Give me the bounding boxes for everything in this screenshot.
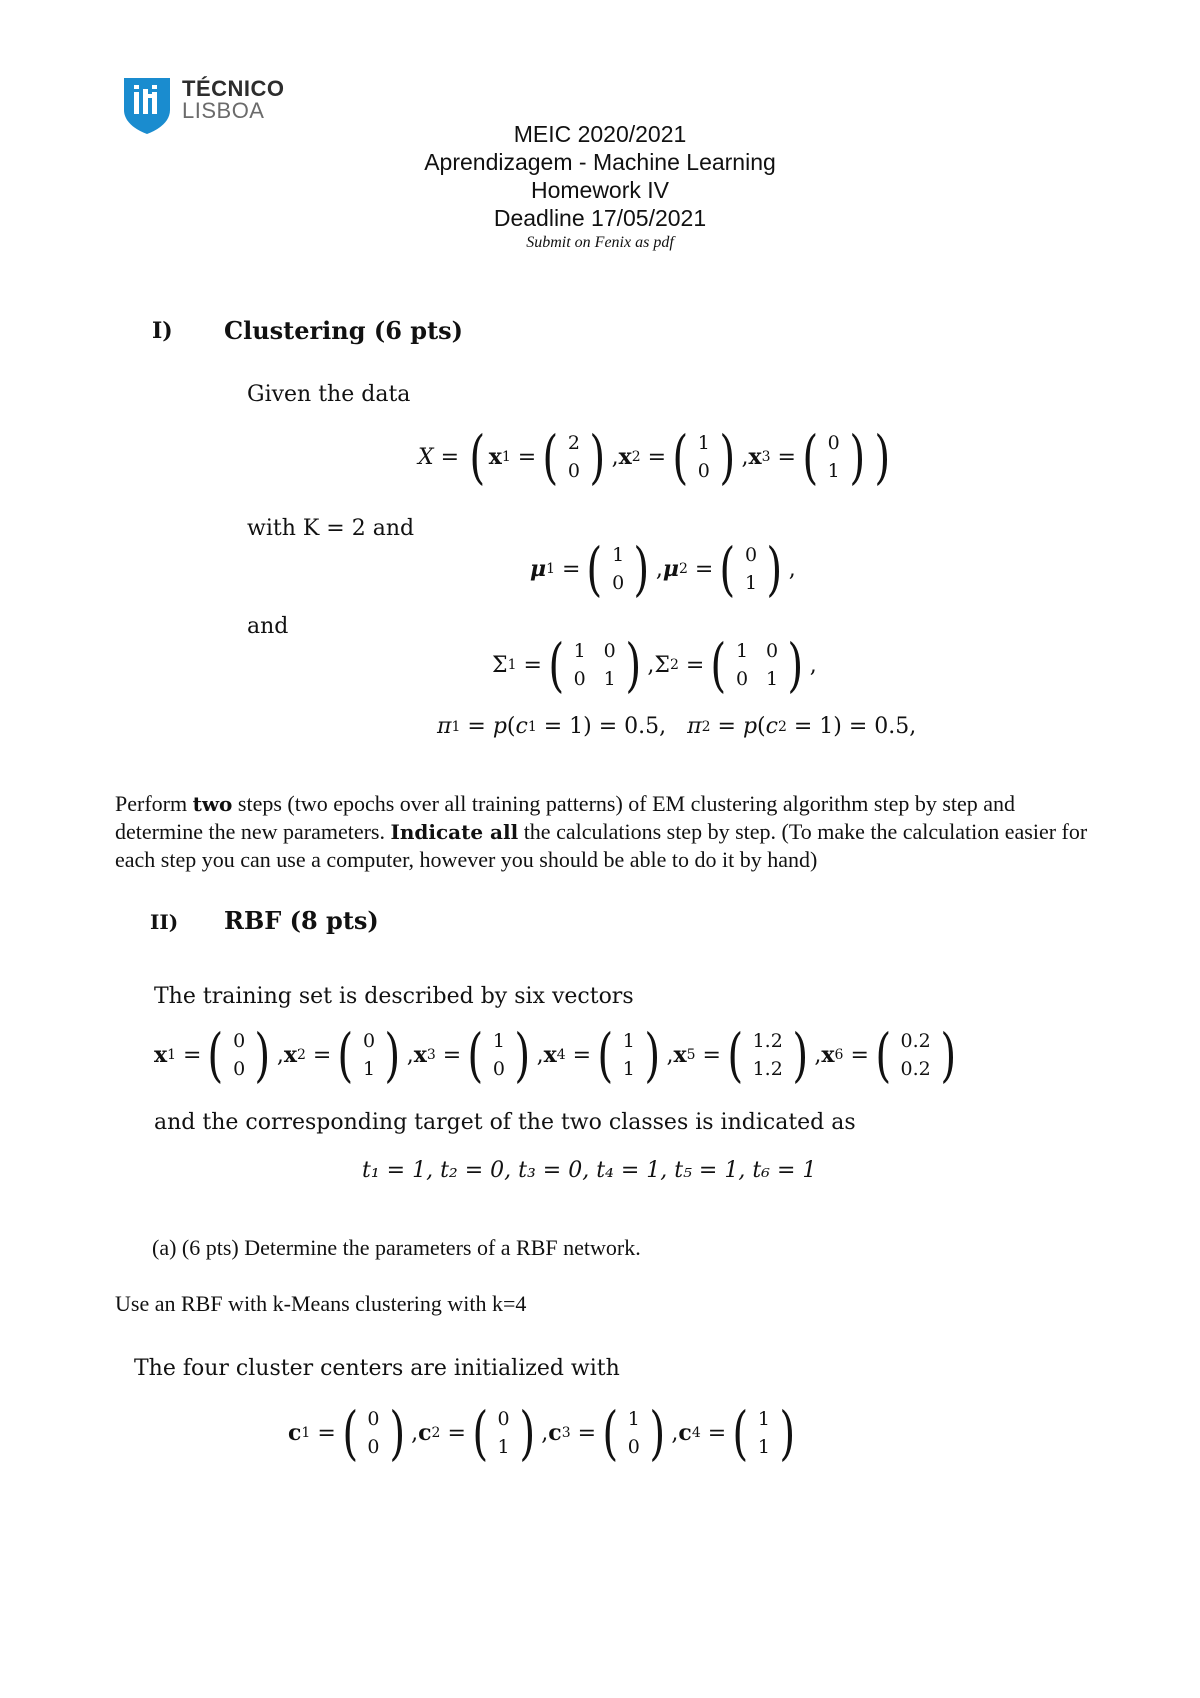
section2-number: II) (150, 910, 179, 934)
use-rbf-text: Use an RBF with k-Means clustering with k=4 (115, 1291, 527, 1316)
section2-title: RBF (8 pts) (224, 906, 379, 935)
pi-equation: π 1 = p ( c 1 = 1) = 0.5, π 2 = p ( c 2 = 1) = 0.5, (437, 714, 917, 739)
centers-text: The four cluster centers are initialized with (134, 1356, 620, 1381)
logo-line2: LISBOA (182, 98, 265, 123)
targets-text: and the corresponding target of the two classes is indicated as (154, 1110, 856, 1135)
logo-line1: TÉCNICO (182, 76, 285, 101)
task-paragraph: Perform two steps (two epochs over all training patterns) of EM clustering algorithm step by step and determine the new parameters. Indicate all the calculations step by step. (To make the calculation easier for each step you can use a computer, however you should be able to do it by hand) (115, 791, 1088, 872)
mu-equation: μ 1 = ( 1 0 ) , μ 2 = ( 0 1 ) , (530, 535, 796, 603)
data-equation: X = ( x 1 = ( 2 0 ) , x 2 = ( 1 0 ) , x 3 = ( 0 1 ) ) (418, 423, 891, 491)
subject-line: Aprendizagem - Machine Learning (424, 149, 776, 175)
document-header (0, 120, 1200, 254)
given-text: Given the data (247, 382, 411, 407)
sigma-equation: Σ 1 = ( 1 0 0 1 ) ,Σ 2 = ( 1 0 0 1 ) , (492, 631, 817, 699)
training-vectors: x 1 = ( 0 0 ) , x 2 = ( 0 1 ) , x 3 = ( 1 0 ) , x 4 = ( 1 1 ) , x 5 = ( 1.2 1.2 ) , x 6 = ( 0.2 0.2 ) (154, 1021, 957, 1089)
course-line: MEIC 2020/2021 (513, 121, 687, 147)
training-text: The training set is described by six vectors (154, 984, 634, 1009)
targets-equation: t₁ = 1, t₂ = 0, t₃ = 0, t₄ = 1, t₅ = 1, t₆ = 1 (362, 1158, 817, 1183)
with-k-text: with K = 2 and (247, 516, 415, 541)
part-a-text: (a) (6 pts) Determine the parameters of a RBF network. (152, 1235, 641, 1260)
homework-title: Homework IV (530, 177, 670, 203)
deadline-line: Deadline 17/05/2021 (493, 205, 707, 231)
centers-equation: c 1 = ( 0 0 ) , c 2 = ( 0 1 ) , c 3 = ( 1 0 ) , c 4 = ( 1 1 ) (288, 1399, 796, 1467)
section1-number: I) (152, 318, 173, 344)
section1-title: Clustering (6 pts) (224, 316, 464, 345)
and-text: and (247, 614, 289, 639)
submit-note: Submit on Fenix as pdf (526, 234, 674, 251)
